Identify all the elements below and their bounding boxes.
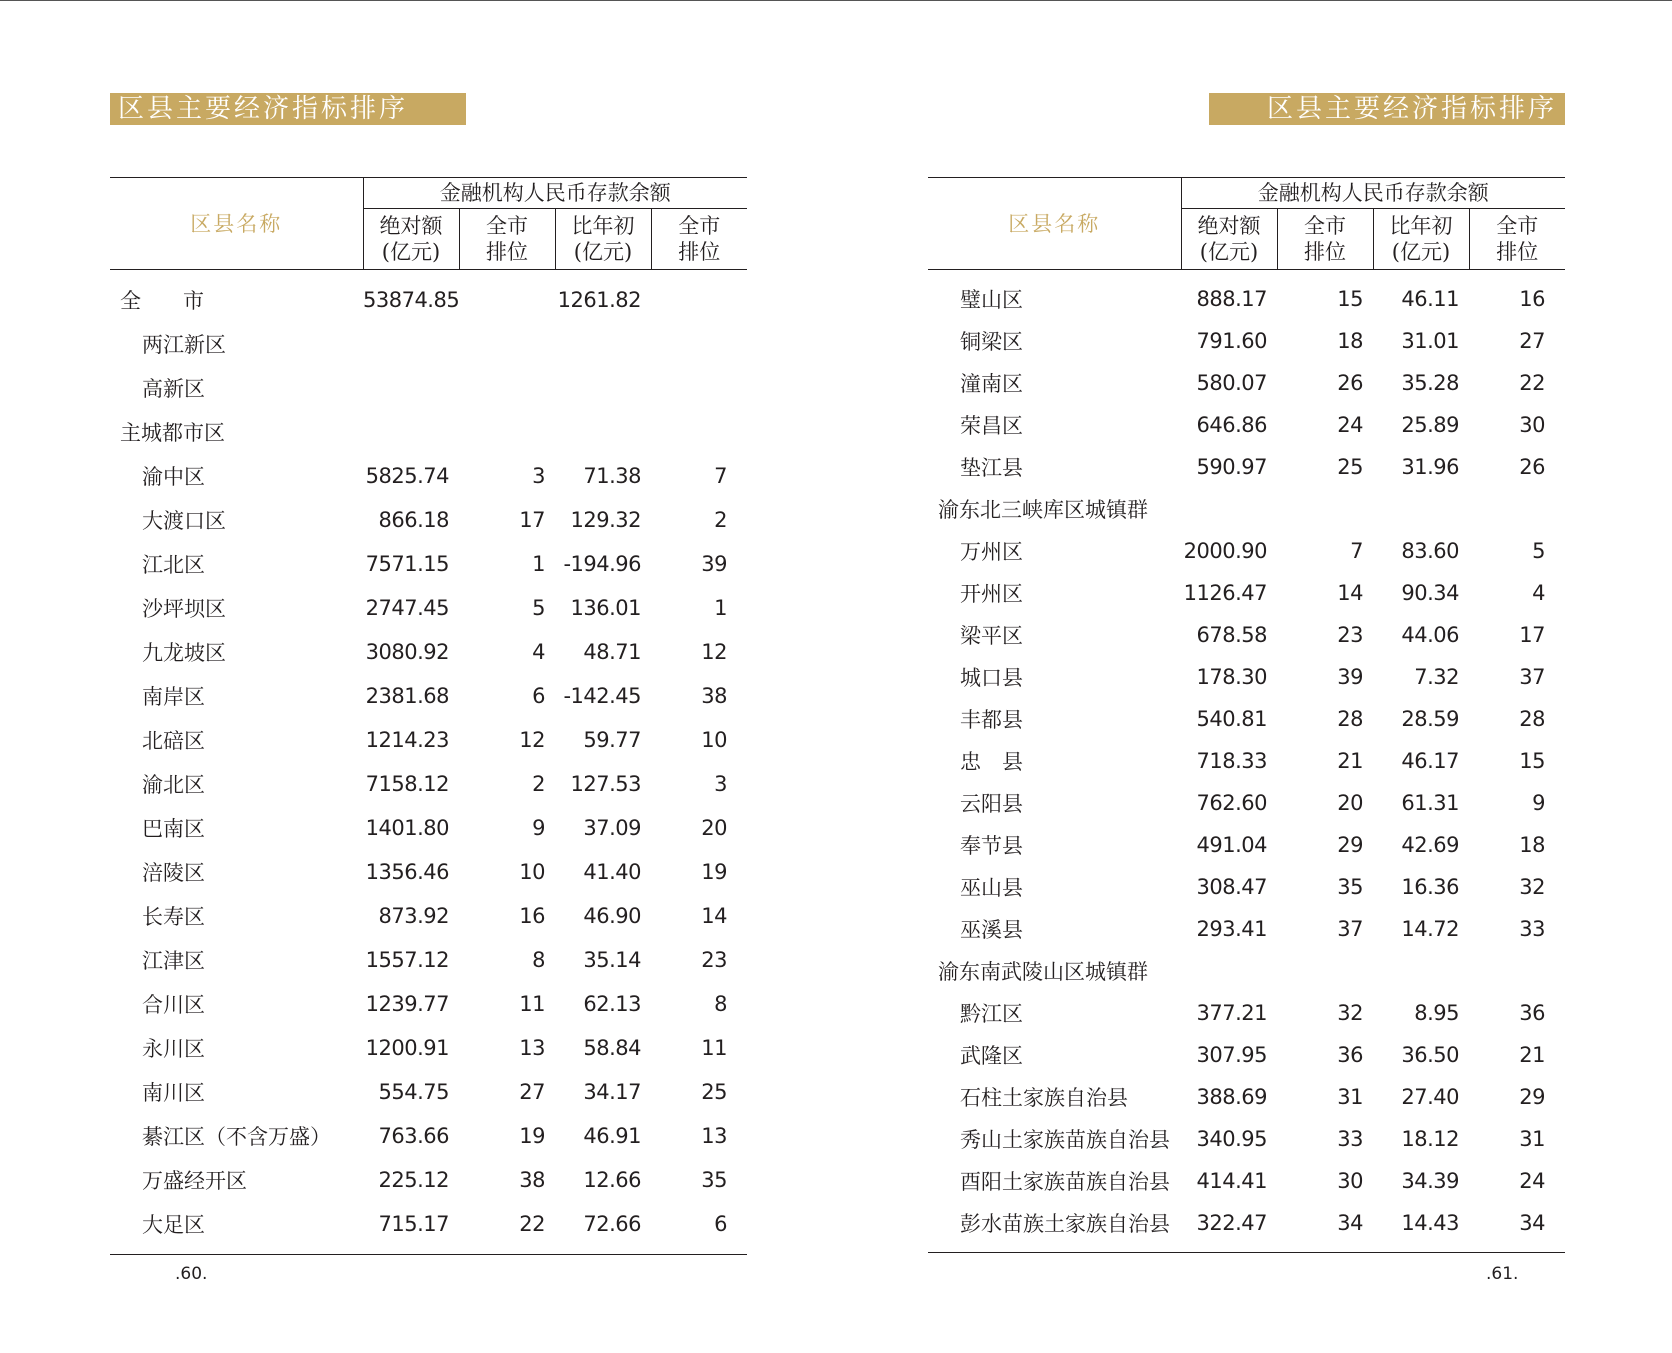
vs-year-start-cell: 25.89: [1401, 413, 1459, 437]
absolute-value-cell: 2000.90: [1183, 539, 1267, 563]
table-row: [928, 992, 1565, 1034]
col-header-absolute: 绝对额 (亿元): [1181, 209, 1277, 270]
table-header: [110, 178, 747, 270]
district-name-cell: 万州区: [960, 540, 1023, 564]
absolute-value-cell: 414.41: [1196, 1169, 1267, 1193]
rank-cell: 26: [1337, 371, 1363, 395]
vs-year-start-cell: 36.50: [1401, 1043, 1459, 1067]
rank-cell: 17: [519, 508, 545, 532]
vs-year-start-cell: 42.69: [1401, 833, 1459, 857]
rank-2-cell: [1469, 488, 1565, 530]
district-name-cell: 奉节县: [960, 834, 1023, 858]
district-name-cell: 璧山区: [960, 288, 1023, 312]
rank-2-cell: 10: [701, 728, 727, 752]
district-name-cell: 垫江县: [960, 456, 1023, 480]
rank-cell: 2: [532, 772, 545, 796]
absolute-value-cell: 388.69: [1196, 1085, 1267, 1109]
table-row: [928, 1076, 1565, 1118]
rank-2-cell: 19: [701, 860, 727, 884]
district-name-cell: 高新区: [142, 377, 205, 401]
district-name-cell: 渝北区: [142, 773, 205, 797]
vs-year-start-cell: 8.95: [1414, 1001, 1459, 1025]
district-name-cell: 巫山县: [960, 876, 1023, 900]
absolute-value-cell: 873.92: [378, 904, 449, 928]
district-name-cell: 渝中区: [142, 465, 205, 489]
rank-2-cell: 22: [1519, 371, 1545, 395]
rank-cell: 30: [1337, 1169, 1363, 1193]
district-name-cell: 武隆区: [960, 1044, 1023, 1068]
district-name-cell: 江津区: [142, 949, 205, 973]
rank-cell: 25: [1337, 455, 1363, 479]
district-name-cell: 石柱土家族自治县: [960, 1086, 1128, 1110]
district-name-cell: 潼南区: [960, 372, 1023, 396]
rank-cell: 22: [519, 1212, 545, 1236]
vs-year-start-cell: -194.96: [563, 552, 641, 576]
district-name-cell: 城口县: [960, 666, 1023, 690]
deposit-table: [928, 177, 1565, 1253]
table-row: [110, 1202, 747, 1246]
district-name-cell: 全 市: [120, 289, 204, 313]
rank-cell: [459, 410, 555, 454]
vs-year-start-cell: 71.38: [583, 464, 641, 488]
rank-cell: [459, 270, 555, 323]
table-row: [928, 1118, 1565, 1160]
district-name-cell: 渝东北三峡库区城镇群: [938, 498, 1148, 522]
rank-2-cell: 20: [701, 816, 727, 840]
rank-2-cell: 2: [714, 508, 727, 532]
table-row: [928, 488, 1565, 530]
table-row: [110, 270, 747, 323]
rank-cell: [459, 366, 555, 410]
district-name-cell: 北碚区: [142, 729, 205, 753]
table-row: [110, 454, 747, 498]
rank-cell: 38: [519, 1168, 545, 1192]
rank-2-cell: [651, 322, 747, 366]
rank-cell: 34: [1337, 1211, 1363, 1235]
district-name-cell: 荣昌区: [960, 414, 1023, 438]
rank-cell: 37: [1337, 917, 1363, 941]
vs-year-start-cell: [555, 322, 651, 366]
table-row: [928, 446, 1565, 488]
absolute-value-cell: 715.17: [378, 1212, 449, 1236]
rank-2-cell: 39: [701, 552, 727, 576]
absolute-value-cell: 554.75: [378, 1080, 449, 1104]
table-row: [110, 894, 747, 938]
table-row: [928, 270, 1565, 321]
vs-year-start-cell: [1373, 950, 1469, 992]
rank-cell: 39: [1337, 665, 1363, 689]
rank-2-cell: 38: [701, 684, 727, 708]
table-row: [110, 498, 747, 542]
vs-year-start-cell: 1261.82: [557, 288, 641, 312]
vs-year-start-cell: 46.17: [1401, 749, 1459, 773]
rank-2-cell: 31: [1519, 1127, 1545, 1151]
vs-year-start-cell: 136.01: [570, 596, 641, 620]
vs-year-start-cell: [555, 410, 651, 454]
table-row: [110, 938, 747, 982]
absolute-value-cell: 1557.12: [365, 948, 449, 972]
vs-year-start-cell: 46.91: [583, 1124, 641, 1148]
absolute-value-cell: 762.60: [1196, 791, 1267, 815]
vs-year-start-cell: 37.09: [583, 816, 641, 840]
district-name-cell: 江北区: [142, 553, 205, 577]
rank-2-cell: 13: [701, 1124, 727, 1148]
vs-year-start-cell: 83.60: [1401, 539, 1459, 563]
absolute-value-cell: 763.66: [378, 1124, 449, 1148]
district-name-cell: 巴南区: [142, 817, 205, 841]
vs-year-start-cell: 14.72: [1401, 917, 1459, 941]
vs-year-start-cell: 41.40: [583, 860, 641, 884]
district-name-cell: 涪陵区: [142, 861, 205, 885]
table-row: [110, 322, 747, 366]
rank-cell: 8: [532, 948, 545, 972]
rank-2-cell: [651, 270, 747, 323]
rank-2-cell: 6: [714, 1212, 727, 1236]
table-row: [110, 850, 747, 894]
rank-2-cell: 11: [701, 1036, 727, 1060]
rank-2-cell: 30: [1519, 413, 1545, 437]
rank-2-cell: 28: [1519, 707, 1545, 731]
table-row: [110, 1114, 747, 1158]
absolute-value-cell: 7158.12: [365, 772, 449, 796]
rank-cell: 21: [1337, 749, 1363, 773]
vs-year-start-cell: 35.14: [583, 948, 641, 972]
absolute-value-cell: [363, 322, 459, 366]
absolute-value-cell: 1239.77: [365, 992, 449, 1016]
rank-cell: 15: [1337, 287, 1363, 311]
rank-2-cell: 24: [1519, 1169, 1545, 1193]
rank-2-cell: 37: [1519, 665, 1545, 689]
rank-2-cell: 21: [1519, 1043, 1545, 1067]
col-header-vs-year-start: 比年初 (亿元): [555, 209, 651, 270]
vs-year-start-cell: 90.34: [1401, 581, 1459, 605]
col-header-deposit-balance: 金融机构人民币存款余额: [363, 178, 747, 209]
absolute-value-cell: [1181, 950, 1277, 992]
col-header-district-name: 区县名称: [110, 178, 363, 270]
district-name-cell: 铜梁区: [960, 330, 1023, 354]
absolute-value-cell: [363, 410, 459, 454]
district-name-cell: 梁平区: [960, 624, 1023, 648]
vs-year-start-cell: 31.96: [1401, 455, 1459, 479]
vs-year-start-cell: 127.53: [570, 772, 641, 796]
district-name-cell: 南岸区: [142, 685, 205, 709]
page-number: .60.: [175, 1264, 208, 1284]
absolute-value-cell: 2381.68: [365, 684, 449, 708]
district-name-cell: 主城都市区: [120, 421, 225, 445]
absolute-value-cell: 340.95: [1196, 1127, 1267, 1151]
rank-2-cell: 35: [701, 1168, 727, 1192]
absolute-value-cell: 7571.15: [365, 552, 449, 576]
district-name-cell: 两江新区: [142, 333, 226, 357]
rank-cell: 23: [1337, 623, 1363, 647]
rank-2-cell: 27: [1519, 329, 1545, 353]
rank-2-cell: 4: [1532, 581, 1545, 605]
table-row: [110, 1070, 747, 1114]
bottom-rule: [928, 1252, 1565, 1253]
table-row: [928, 614, 1565, 656]
rank-cell: 13: [519, 1036, 545, 1060]
district-name-cell: 綦江区（不含万盛）: [142, 1125, 331, 1149]
rank-cell: 20: [1337, 791, 1363, 815]
rank-2-cell: 18: [1519, 833, 1545, 857]
rank-2-cell: 23: [701, 948, 727, 972]
table-row: [110, 1158, 747, 1202]
vs-year-start-cell: -142.45: [563, 684, 641, 708]
col-header-district-name: 区县名称: [928, 178, 1181, 270]
vs-year-start-cell: [1373, 488, 1469, 530]
rank-cell: 31: [1337, 1085, 1363, 1109]
table-row: [110, 410, 747, 454]
absolute-value-cell: 678.58: [1196, 623, 1267, 647]
rank-2-cell: 8: [714, 992, 727, 1016]
rank-cell: 18: [1337, 329, 1363, 353]
rank-2-cell: 5: [1532, 539, 1545, 563]
absolute-value-cell: 3080.92: [365, 640, 449, 664]
rank-cell: [1277, 950, 1373, 992]
rank-cell: 33: [1337, 1127, 1363, 1151]
vs-year-start-cell: 58.84: [583, 1036, 641, 1060]
table-row: [928, 866, 1565, 908]
table-row: [928, 530, 1565, 572]
vs-year-start-cell: 129.32: [570, 508, 641, 532]
rank-cell: 16: [519, 904, 545, 928]
district-name-cell: 黔江区: [960, 1002, 1023, 1026]
district-name-cell: 合川区: [142, 993, 205, 1017]
rank-2-cell: 29: [1519, 1085, 1545, 1109]
rank-2-cell: 26: [1519, 455, 1545, 479]
absolute-value-cell: 888.17: [1196, 287, 1267, 311]
absolute-value-cell: [1181, 488, 1277, 530]
district-name-cell: 开州区: [960, 582, 1023, 606]
rank-cell: 4: [532, 640, 545, 664]
rank-2-cell: 7: [714, 464, 727, 488]
district-name-cell: 巫溪县: [960, 918, 1023, 942]
table-header: [928, 178, 1565, 270]
district-name-cell: 丰都县: [960, 708, 1023, 732]
table-row: [928, 404, 1565, 446]
rank-2-cell: [651, 366, 747, 410]
absolute-value-cell: 1214.23: [365, 728, 449, 752]
rank-2-cell: 36: [1519, 1001, 1545, 1025]
vs-year-start-cell: 59.77: [583, 728, 641, 752]
vs-year-start-cell: 48.71: [583, 640, 641, 664]
district-name-cell: 彭水苗族土家族自治县: [960, 1212, 1170, 1236]
absolute-value-cell: 322.47: [1196, 1211, 1267, 1235]
absolute-value-cell: 590.97: [1196, 455, 1267, 479]
rank-2-cell: 1: [714, 596, 727, 620]
table-row: [928, 698, 1565, 740]
absolute-value-cell: 377.21: [1196, 1001, 1267, 1025]
rank-2-cell: 15: [1519, 749, 1545, 773]
table-row: [110, 1026, 747, 1070]
absolute-value-cell: 1200.91: [365, 1036, 449, 1060]
rank-cell: 7: [1350, 539, 1363, 563]
district-name-cell: 南川区: [142, 1081, 205, 1105]
rank-cell: 27: [519, 1080, 545, 1104]
top-rule: [0, 0, 836, 1]
district-name-cell: 九龙坡区: [142, 641, 226, 665]
vs-year-start-cell: 62.13: [583, 992, 641, 1016]
district-name-cell: 渝东南武陵山区城镇群: [938, 960, 1148, 984]
district-name-cell: 大足区: [142, 1213, 205, 1237]
col-header-rank: 全市 排位: [1277, 209, 1373, 270]
rank-2-cell: [651, 410, 747, 454]
table-row: [110, 674, 747, 718]
col-header-deposit-balance: 金融机构人民币存款余额: [1181, 178, 1565, 209]
absolute-value-cell: 5825.74: [365, 464, 449, 488]
col-header-absolute: 绝对额 (亿元): [363, 209, 459, 270]
rank-cell: 14: [1337, 581, 1363, 605]
vs-year-start-cell: 28.59: [1401, 707, 1459, 731]
vs-year-start-cell: 12.66: [583, 1168, 641, 1192]
rank-cell: 11: [519, 992, 545, 1016]
rank-2-cell: 14: [701, 904, 727, 928]
vs-year-start-cell: 46.90: [583, 904, 641, 928]
rank-cell: 35: [1337, 875, 1363, 899]
bottom-rule: [110, 1254, 747, 1255]
vs-year-start-cell: 34.17: [583, 1080, 641, 1104]
section-title-banner: 区县主要经济指标排序: [110, 93, 466, 125]
page-number: .61.: [1486, 1264, 1519, 1284]
table-row: [928, 740, 1565, 782]
district-name-cell: 长寿区: [142, 905, 205, 929]
table-body: [928, 270, 1565, 1245]
table-row: [110, 366, 747, 410]
absolute-value-cell: 308.47: [1196, 875, 1267, 899]
vs-year-start-cell: 16.36: [1401, 875, 1459, 899]
absolute-value-cell: 1356.46: [365, 860, 449, 884]
table-body: [110, 270, 747, 1247]
rank-cell: [459, 322, 555, 366]
table-row: [928, 824, 1565, 866]
table-row: [110, 630, 747, 674]
table-row: [110, 762, 747, 806]
vs-year-start-cell: 34.39: [1401, 1169, 1459, 1193]
rank-cell: 1: [532, 552, 545, 576]
rank-cell: 19: [519, 1124, 545, 1148]
district-name-cell: 忠 县: [960, 750, 1023, 774]
table-row: [928, 656, 1565, 698]
rank-cell: 5: [532, 596, 545, 620]
rank-2-cell: 12: [701, 640, 727, 664]
deposit-table: [110, 177, 747, 1255]
rank-cell: [1277, 488, 1373, 530]
absolute-value-cell: 225.12: [378, 1168, 449, 1192]
vs-year-start-cell: 61.31: [1401, 791, 1459, 815]
rank-cell: 12: [519, 728, 545, 752]
absolute-value-cell: 1401.80: [365, 816, 449, 840]
absolute-value-cell: 580.07: [1196, 371, 1267, 395]
vs-year-start-cell: [555, 366, 651, 410]
col-header-rank: 全市 排位: [459, 209, 555, 270]
table-row: [110, 586, 747, 630]
col-header-rank-2: 全市 排位: [651, 209, 747, 270]
district-name-cell: 沙坪坝区: [142, 597, 226, 621]
district-name-cell: 万盛经开区: [142, 1169, 247, 1193]
col-header-rank-2: 全市 排位: [1469, 209, 1565, 270]
rank-cell: 6: [532, 684, 545, 708]
absolute-value-cell: 491.04: [1196, 833, 1267, 857]
rank-2-cell: 32: [1519, 875, 1545, 899]
vs-year-start-cell: 46.11: [1401, 287, 1459, 311]
rank-2-cell: 34: [1519, 1211, 1545, 1235]
table-row: [928, 320, 1565, 362]
rank-cell: 24: [1337, 413, 1363, 437]
district-name-cell: 酉阳土家族苗族自治县: [960, 1170, 1170, 1194]
absolute-value-cell: 791.60: [1196, 329, 1267, 353]
absolute-value-cell: 53874.85: [363, 288, 460, 312]
rank-cell: 3: [532, 464, 545, 488]
rank-cell: 36: [1337, 1043, 1363, 1067]
district-name-cell: 永川区: [142, 1037, 205, 1061]
rank-cell: 10: [519, 860, 545, 884]
rank-2-cell: 16: [1519, 287, 1545, 311]
table-row: [110, 542, 747, 586]
absolute-value-cell: [363, 366, 459, 410]
rank-cell: 32: [1337, 1001, 1363, 1025]
vs-year-start-cell: 44.06: [1401, 623, 1459, 647]
vs-year-start-cell: 7.32: [1414, 665, 1459, 689]
absolute-value-cell: 540.81: [1196, 707, 1267, 731]
table-row: [928, 1202, 1565, 1244]
table-row: [928, 1034, 1565, 1076]
vs-year-start-cell: 27.40: [1401, 1085, 1459, 1109]
district-name-cell: 大渡口区: [142, 509, 226, 533]
absolute-value-cell: 178.30: [1196, 665, 1267, 689]
table-row: [928, 782, 1565, 824]
top-rule: [836, 0, 1672, 1]
rank-cell: 28: [1337, 707, 1363, 731]
absolute-value-cell: 293.41: [1196, 917, 1267, 941]
absolute-value-cell: 307.95: [1196, 1043, 1267, 1067]
absolute-value-cell: 866.18: [378, 508, 449, 532]
absolute-value-cell: 718.33: [1196, 749, 1267, 773]
absolute-value-cell: 1126.47: [1183, 581, 1267, 605]
vs-year-start-cell: 35.28: [1401, 371, 1459, 395]
rank-2-cell: 17: [1519, 623, 1545, 647]
table-row: [928, 572, 1565, 614]
table-row: [928, 1160, 1565, 1202]
table-row: [928, 362, 1565, 404]
vs-year-start-cell: 72.66: [583, 1212, 641, 1236]
table-row: [110, 982, 747, 1026]
rank-2-cell: 9: [1532, 791, 1545, 815]
rank-2-cell: 3: [714, 772, 727, 796]
rank-2-cell: 33: [1519, 917, 1545, 941]
table-row: [928, 950, 1565, 992]
absolute-value-cell: 2747.45: [365, 596, 449, 620]
table-row: [110, 718, 747, 762]
rank-2-cell: 25: [701, 1080, 727, 1104]
vs-year-start-cell: 18.12: [1401, 1127, 1459, 1151]
table-row: [110, 806, 747, 850]
district-name-cell: 云阳县: [960, 792, 1023, 816]
absolute-value-cell: 646.86: [1196, 413, 1267, 437]
table-row: [928, 908, 1565, 950]
rank-cell: 29: [1337, 833, 1363, 857]
rank-2-cell: [1469, 950, 1565, 992]
vs-year-start-cell: 14.43: [1401, 1211, 1459, 1235]
vs-year-start-cell: 31.01: [1401, 329, 1459, 353]
district-name-cell: 秀山土家族苗族自治县: [960, 1128, 1170, 1152]
section-title-banner: 区县主要经济指标排序: [1209, 93, 1565, 125]
right-page: [836, 0, 1672, 1353]
col-header-vs-year-start: 比年初 (亿元): [1373, 209, 1469, 270]
rank-cell: 9: [532, 816, 545, 840]
